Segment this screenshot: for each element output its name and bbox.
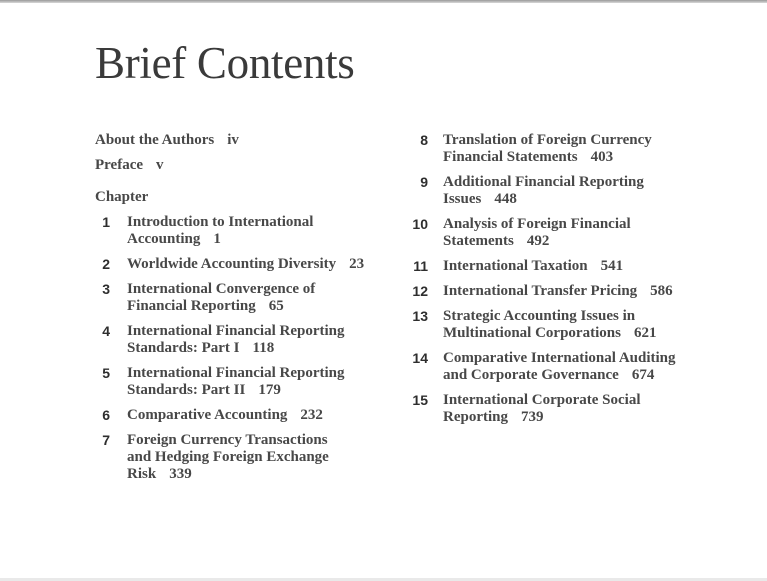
chapter-title-line: [443, 233, 735, 250]
chapter-title-text: Strategic Accounting Issues in: [443, 308, 636, 324]
chapter-title-line: [127, 340, 395, 357]
chapter-title-text: International Corporate Social: [443, 392, 641, 408]
chapter-title-text: Financial Reporting: [127, 298, 256, 314]
chapter-title-line: [443, 132, 735, 149]
chapter-title-text: Financial Statements: [443, 149, 578, 165]
toc-chapter-6[interactable]: [95, 407, 395, 424]
chapter-page-number: 23: [349, 256, 365, 272]
chapter-title-line: [443, 174, 735, 191]
chapter-title-text: and Hedging Foreign Exchange: [127, 449, 329, 465]
toc-chapter-11[interactable]: [405, 258, 735, 275]
chapter-title-text: International Taxation: [443, 258, 588, 274]
chapter-page-number: 448: [494, 191, 517, 207]
chapter-number: 10: [412, 216, 428, 232]
chapter-title-text: Additional Financial Reporting: [443, 174, 644, 190]
chapter-title-line: [127, 231, 395, 248]
toc-about-authors-label: About the Authors: [95, 132, 215, 148]
chapter-title-line: [443, 308, 735, 325]
toc-preface-page: v: [156, 157, 164, 173]
chapter-title-line: [127, 407, 395, 424]
chapter-title: [127, 432, 395, 483]
toc-chapter-list-left: [95, 214, 395, 483]
chapter-title-line: [127, 365, 395, 382]
chapter-title-text: Statements: [443, 233, 514, 249]
chapter-title: [443, 174, 735, 208]
toc-chapter-5[interactable]: [95, 365, 395, 399]
toc-about-authors-page: iv: [227, 132, 239, 148]
chapter-title-line: [443, 367, 735, 384]
chapter-title-text: Translation of Foreign Currency: [443, 132, 652, 148]
chapter-number: 2: [102, 256, 110, 272]
chapter-title-text: Foreign Currency Transactions: [127, 432, 328, 448]
chapter-page-number: 492: [526, 233, 550, 249]
chapter-title-text: International Transfer Pricing: [443, 283, 638, 299]
chapter-page-number: 403: [590, 149, 614, 165]
chapter-page-number: 1: [213, 231, 221, 247]
chapter-title-line: [443, 350, 735, 367]
top-rule: [0, 0, 767, 3]
chapter-title-text: Comparative Accounting: [127, 407, 288, 423]
chapter-title: [443, 392, 735, 426]
chapter-number: 15: [412, 392, 428, 408]
chapter-title-line: [127, 214, 395, 231]
chapter-page-number: 674: [631, 367, 655, 383]
toc-chapter-13[interactable]: [405, 308, 735, 342]
chapter-number: 3: [102, 281, 110, 297]
chapter-title: [443, 132, 735, 166]
toc-chapter-list-right: [405, 132, 735, 426]
chapter-title-text: Standards: Part II: [127, 382, 246, 398]
toc-preface[interactable]: [95, 157, 395, 174]
chapter-title-text: Introduction to International: [127, 214, 314, 230]
chapter-page-number: 232: [300, 407, 323, 423]
toc-chapter-10[interactable]: [405, 216, 735, 250]
chapter-title-line: [443, 392, 735, 409]
toc-chapter-2[interactable]: [95, 256, 395, 273]
chapter-title-line: [443, 149, 735, 166]
toc-right-column: [405, 132, 735, 434]
chapter-title-line: [127, 323, 395, 340]
chapter-title-text: and Corporate Governance: [443, 367, 619, 383]
chapter-title: [443, 216, 735, 250]
chapter-title: [127, 407, 395, 424]
toc-left-column: [95, 132, 395, 491]
chapter-title-line: [443, 258, 735, 275]
chapter-title-line: [127, 256, 395, 273]
chapter-number: 12: [412, 283, 428, 299]
chapter-title: [443, 350, 735, 384]
chapter-number: 11: [413, 258, 428, 274]
chapter-title-text: Reporting: [443, 409, 508, 425]
toc-chapter-8[interactable]: [405, 132, 735, 166]
chapter-number: 13: [412, 308, 428, 324]
chapter-number: 1: [102, 214, 110, 230]
chapter-number: 9: [420, 174, 428, 190]
chapter-title-text: Comparative International Auditing: [443, 350, 676, 366]
chapter-title-text: International Financial Reporting: [127, 365, 345, 381]
chapter-page-number: 65: [268, 298, 284, 314]
chapter-title: [127, 281, 395, 315]
chapter-title: [127, 365, 395, 399]
chapter-title-line: [443, 325, 735, 342]
chapter-title-text: Accounting: [127, 231, 201, 247]
chapter-title: [127, 323, 395, 357]
chapter-title-text: International Financial Reporting: [127, 323, 345, 339]
toc-chapter-1[interactable]: [95, 214, 395, 248]
toc-chapter-3[interactable]: [95, 281, 395, 315]
chapter-title-line: [127, 298, 395, 315]
chapter-page-number: 339: [169, 466, 192, 482]
chapter-title-text: Standards: Part I: [127, 340, 240, 356]
chapter-title-line: [443, 283, 735, 300]
chapter-title-line: [443, 409, 735, 426]
chapter-title: [127, 214, 395, 248]
toc-about-authors[interactable]: [95, 132, 395, 149]
chapter-page-number: 739: [521, 409, 544, 425]
chapter-title-line: [127, 382, 395, 399]
toc-preface-label: Preface: [95, 157, 144, 173]
chapter-page-number: 118: [252, 340, 275, 356]
chapter-title-text: Risk: [127, 466, 157, 482]
chapter-title-text: Issues: [443, 191, 482, 207]
chapter-title-text: Multinational Corporations: [443, 325, 621, 341]
chapter-title-line: [127, 432, 395, 449]
chapter-number: 8: [420, 132, 428, 148]
chapter-page-number: 586: [650, 283, 673, 299]
chapter-page-number: 541: [600, 258, 624, 274]
toc-chapter-9[interactable]: [405, 174, 735, 208]
chapter-title-line: [127, 281, 395, 298]
chapter-title: [127, 256, 395, 273]
chapter-title-text: Worldwide Accounting Diversity: [127, 256, 337, 272]
chapter-title-line: [127, 449, 395, 466]
toc-chapter-7[interactable]: [95, 432, 395, 483]
chapter-title-line: [443, 191, 735, 208]
chapter-title-line: [127, 466, 395, 483]
chapter-number: 14: [412, 350, 428, 366]
chapter-title: [443, 258, 735, 275]
page-title: Brief Contents: [95, 38, 355, 88]
toc-chapter-14[interactable]: [405, 350, 735, 384]
toc-chapter-15[interactable]: [405, 392, 735, 426]
chapter-title: [443, 308, 735, 342]
chapter-heading: Chapter: [95, 189, 149, 205]
chapter-title-text: Analysis of Foreign Financial: [443, 216, 631, 232]
chapter-number: 4: [102, 323, 110, 339]
chapter-number: 6: [102, 407, 110, 423]
chapter-title-line: [443, 216, 735, 233]
chapter-title-text: International Convergence of: [127, 281, 316, 297]
chapter-number: 7: [102, 432, 110, 448]
toc-chapter-4[interactable]: [95, 323, 395, 357]
chapter-number: 5: [102, 365, 110, 381]
chapter-title: [443, 283, 735, 300]
toc-chapter-12[interactable]: [405, 283, 735, 300]
chapter-page-number: 179: [258, 382, 281, 398]
chapter-page-number: 621: [633, 325, 657, 341]
